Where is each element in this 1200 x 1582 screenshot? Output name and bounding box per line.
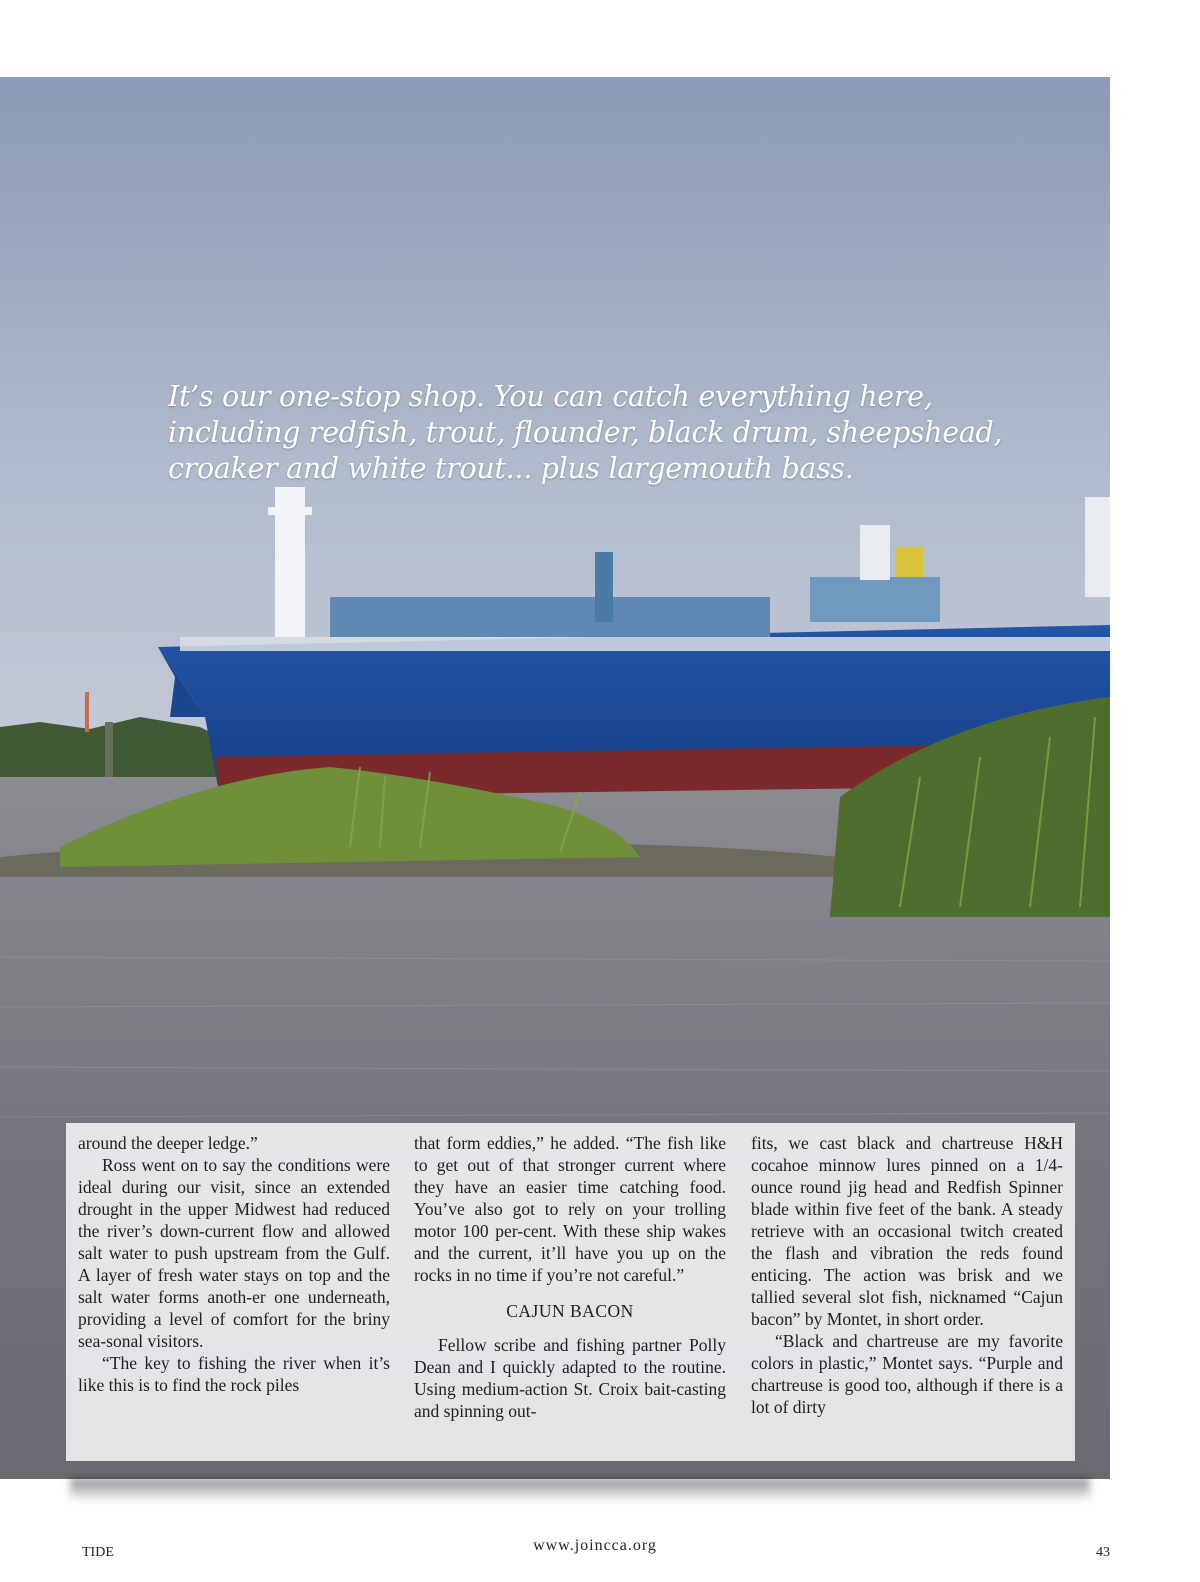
paragraph: around the deeper ledge.” (78, 1133, 258, 1153)
paragraph: fits, we cast black and chartreuse H&H cocahoe minnow lures pinned on a 1/4-ounce round jig head and Redfish Spinner blade within five feet of the bank. A steady retrieve with an occasional twitch created the flash and vibration the reds found enticing. The action was brisk and we tallied several slot fish, nicknamed “Cajun bacon” by Montet, in short order. (751, 1133, 1063, 1329)
article-column-2 (414, 1132, 726, 1422)
paragraph: “Black and chartreuse are my favorite colors in plastic,” Montet says. “Purple and chartreuse is good too, although if there is a lot of dirty (751, 1331, 1063, 1417)
article-column-1 (78, 1132, 390, 1396)
page-number: 43 (1096, 1545, 1110, 1560)
section-subhead: CAJUN BACON (506, 1301, 634, 1321)
pull-quote: It’s our one-stop shop. You can catch everything here, including redfish, trout, flounder, black drum, sheepshead, croaker and white trout... plus largemouth bass. (168, 380, 1003, 485)
paragraph: Ross went on to say the conditions were ideal during our visit, since an extended drought in the upper Midwest had reduced the river’s down-current flow and allowed salt water to push upstream from the Gulf. A layer of fresh water stays on top and the salt water forms anoth-er one underneath, providing a level of comfort for the briny sea-sonal visitors. (78, 1155, 390, 1351)
paragraph: that form eddies,” he added. “The fish like to get out of that stronger current where they have an easier time catching food. You’ve also got to rely on your trolling motor 100 per-cent. With these ship wakes and the current, it’ll have you up on the rocks in no time if you’re not careful.” (414, 1133, 726, 1285)
magazine-name: TIDE (82, 1545, 114, 1560)
drop-shadow (70, 1478, 1090, 1502)
website-link[interactable]: www.joincca.org (533, 1537, 657, 1554)
paragraph: “The key to fishing the river when it’s like this is to find the rock piles (78, 1353, 390, 1395)
article-column-3 (751, 1132, 1063, 1418)
paragraph: Fellow scribe and fishing partner Polly Dean and I quickly adapted to the routine. Using medium-action St. Croix bait-casting and spinning out- (414, 1335, 726, 1421)
